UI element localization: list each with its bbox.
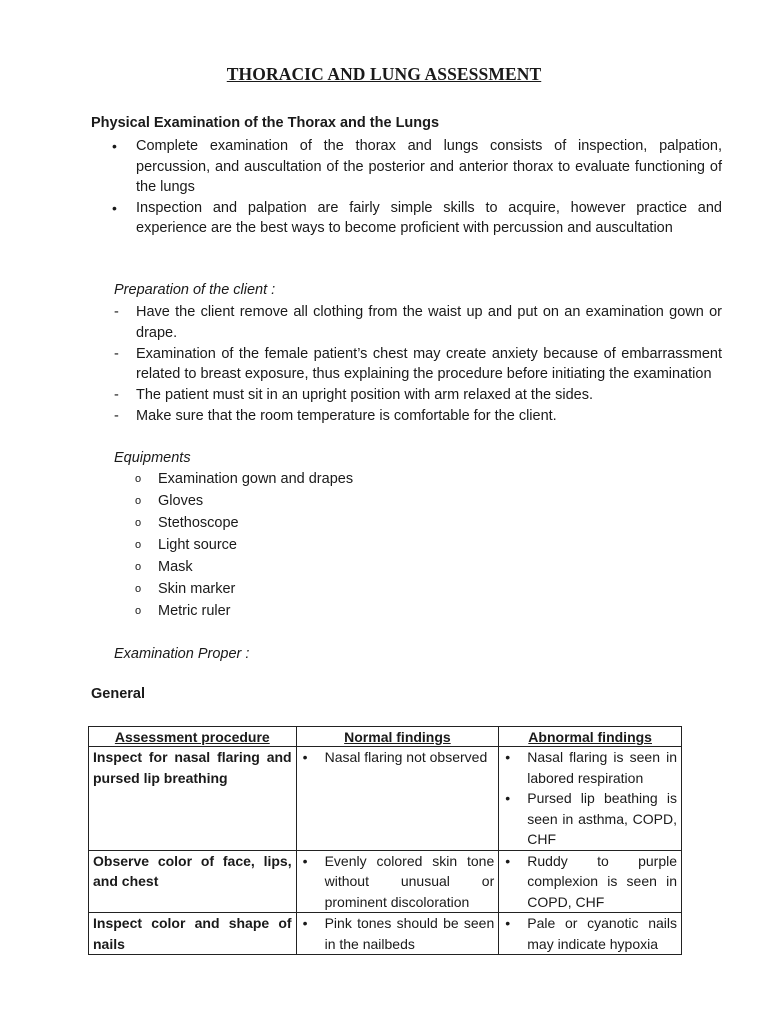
column-header: Assessment procedure xyxy=(89,727,297,747)
list-item: - The patient must sit in an upright position with arm relaxed at the sides. xyxy=(114,385,722,406)
abnormal-findings-cell xyxy=(499,913,682,955)
bullet-icon: • xyxy=(505,852,511,869)
list-item: • Nasal flaring is seen in labored respiration xyxy=(505,749,677,786)
assessment-table xyxy=(88,726,682,955)
bullet-icon: • xyxy=(505,790,511,806)
abnormal-findings-cell xyxy=(499,747,682,851)
list-item: • Pink tones should be seen in the nailbeds xyxy=(302,915,495,952)
equipments-label: Equipments xyxy=(114,450,191,466)
circle-bullet-icon: o xyxy=(135,517,142,529)
list-item: • Pursed lip beathing is seen in asthma, COPD, CHF xyxy=(505,790,677,847)
circle-bullet-icon: o xyxy=(135,495,142,507)
table-row xyxy=(89,913,682,955)
physical-exam-bullets xyxy=(91,136,722,239)
bullet-icon: • xyxy=(302,915,308,931)
normal-findings-cell xyxy=(296,747,499,851)
list-item: - Have the client remove all clothing from the waist up and put on an examination gown or drape. xyxy=(114,304,722,341)
list-item: o Metric ruler xyxy=(135,600,353,622)
circle-bullet-icon: o xyxy=(135,473,142,485)
bullet-icon: • xyxy=(302,749,308,765)
bullet-icon: • xyxy=(302,852,308,869)
general-heading: General xyxy=(91,686,145,702)
document-title: THORACIC AND LUNG ASSESSMENT xyxy=(226,64,542,84)
list-item: • Ruddy to purple complexion is seen in COPD, CHF xyxy=(505,852,677,910)
list-item: • Nasal flaring not observed xyxy=(301,747,495,768)
bullet-icon: • xyxy=(505,915,511,931)
list-item: o Skin marker xyxy=(135,578,353,600)
table-header-row xyxy=(89,727,682,747)
abnormal-findings-cell xyxy=(499,850,682,913)
list-item: • Inspection and palpation are fairly simple skills to acquire, however practice and experience are the best ways to become proficient with percussion and auscultation xyxy=(112,199,722,236)
list-item: o Gloves xyxy=(135,490,353,512)
circle-bullet-icon: o xyxy=(135,605,142,617)
list-item: • Complete examination of the thorax and lungs consists of inspection, palpation, percussion, and auscultation of the posterior and anterior thorax to evaluate functioning of the lungs xyxy=(112,138,722,195)
normal-findings-cell xyxy=(296,850,499,913)
equipments-list xyxy=(135,468,353,622)
dash-icon: - xyxy=(114,387,119,404)
list-item: o Mask xyxy=(135,556,353,578)
procedure-cell: Inspect color and shape of nails xyxy=(89,913,297,955)
circle-bullet-icon: o xyxy=(135,561,142,573)
preparation-label: Preparation of the client : xyxy=(114,282,276,298)
circle-bullet-icon: o xyxy=(135,583,142,595)
examination-proper-label: Examination Proper : xyxy=(114,646,250,662)
dash-icon: - xyxy=(114,407,119,424)
list-item: o Stethoscope xyxy=(135,512,353,534)
circle-bullet-icon: o xyxy=(135,539,142,551)
list-item: • Pale or cyanotic nails may indicate hypoxia xyxy=(505,915,677,952)
bullet-icon: • xyxy=(112,199,117,216)
list-item: - Make sure that the room temperature is comfortable for the client. xyxy=(114,406,722,427)
column-header: Normal findings xyxy=(296,727,499,747)
dash-icon: - xyxy=(114,345,119,362)
list-item: • Evenly colored skin tone without unusual or prominent discoloration xyxy=(302,852,495,910)
list-item: o Light source xyxy=(135,534,353,556)
normal-findings-cell xyxy=(296,913,499,955)
table-row xyxy=(89,747,682,851)
bullet-icon: • xyxy=(505,749,511,765)
physical-exam-heading: Physical Examination of the Thorax and the Lungs xyxy=(91,115,440,131)
list-item: o Examination gown and drapes xyxy=(135,468,353,490)
column-header: Abnormal findings xyxy=(499,727,682,747)
table-row xyxy=(89,850,682,913)
procedure-cell: Observe color of face, lips, and chest xyxy=(89,850,297,913)
dash-icon: - xyxy=(114,304,119,320)
bullet-icon: • xyxy=(112,138,117,154)
procedure-cell: Inspect for nasal flaring and pursed lip breathing xyxy=(89,747,297,851)
list-item: - Examination of the female patient’s chest may create anxiety because of embarrassment related to breast exposure, thus explaining the procedure before initiating the examination xyxy=(114,345,722,383)
preparation-list xyxy=(114,302,722,427)
